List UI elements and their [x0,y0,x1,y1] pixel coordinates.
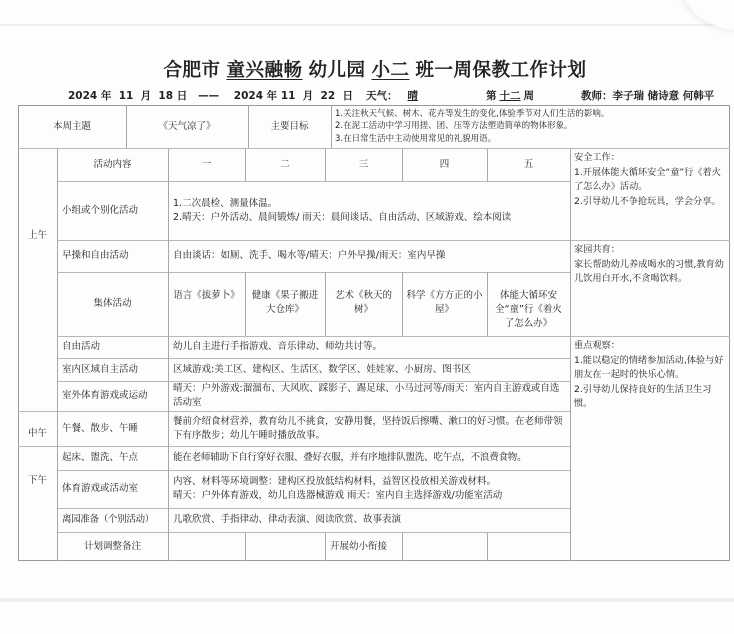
title-class-suffix: 班一周保教工作计划 [415,60,587,81]
week-prefix: 第 [486,90,497,102]
teachers-names: 李子瑞 储诗意 何韩平 [612,90,715,102]
period-afternoon: 下午 [27,475,47,486]
remarks-wednesday: 开展幼小衔接 [330,540,388,552]
period-morning: 上午 [27,229,47,241]
goals-label: 主要目标 [270,120,309,132]
week-suffix: 周 [523,90,534,102]
title-school-suffix: 幼儿园 [308,60,366,81]
goals-list [331,105,730,148]
leaving-content: 儿歌欣赏、手指律动、律动表演、阅读欣赏、故事表演 [173,514,402,525]
title-city: 合肥市 [163,60,221,81]
group-activity-thursday: 科学《方方正的小屋》 [406,290,483,315]
remarks-monday [168,532,245,561]
row-label-morning-exercise: 早操和自由活动 [62,250,129,261]
teachers-label: 教师： [581,90,613,102]
group-activity-tuesday: 健康《果子搬进大仓库》 [251,290,319,315]
free-activity-content: 幼儿自主进行手指游戏、音乐律动、师幼共讨等。 [173,341,383,352]
bottom-divider [0,598,734,602]
week [486,88,534,103]
page-title [0,56,734,82]
remarks-tuesday [245,532,325,561]
group-activity-friday: 体能大循环安全“童”行《着火了怎么办》 [495,290,562,329]
row-label-group-activity: 集体活动 [93,298,132,309]
date-range: 2024 年 11 月 18 日 —— 2024 年 11 月 22 日 [68,90,353,102]
safety-notes: 安全工作： 1.开展体能大循环安全“童”行《着火了怎么办》活动。 2.引导幼儿不争抢玩具，学会分享。 [574,152,721,207]
day-monday: 一 [201,158,212,170]
title-school: 童兴融畅 [226,60,303,81]
period-noon: 中午 [27,427,47,439]
theme-value: 《天气凉了》 [158,120,216,132]
weather-label: 天气： [366,90,398,102]
row-label-small-group: 小组或个别化活动 [62,204,139,216]
week-value: 十二 [499,90,521,102]
row-label-remarks: 计划调整备注 [83,540,141,552]
outdoor-sports-content: 晴天：户外游戏:溜溜布、大风吹、踩影子、踢足球、小马过河等/雨天：室内自主游戏或自选活动室 [173,383,560,408]
row-label-wake-up: 起床、盥洗、午点 [62,452,139,463]
home-cooperation-notes: 家园共育： 家长帮助幼儿养成喝水的习惯,教育幼儿饮用白开水,不贪喝饮料。 [574,244,724,284]
group-activity-wednesday: 艺术《秋天的树》 [334,290,392,315]
focus-observation-notes: 重点观察： 1.能以稳定的情绪参加活动,体验与好朋友在一起时的快乐心情。 2.引导幼儿保持良好的生活卫生习惯。 [574,340,724,409]
teachers [581,88,714,103]
remarks-thursday [402,532,487,561]
morning-exercise-content: 自由谈话：如厕、洗手、喝水等/晴天：户外早操/雨天：室内早操 [173,250,446,261]
lunch-content: 餐前介绍食材营养，教育幼儿不挑食，安静用餐，坚持饭后擦嘴、漱口的好习惯。在老师带领下有序散步；幼儿午睡时播放故事。 [173,415,563,441]
row-label-indoor-area: 室内区域自主活动 [62,363,139,375]
row-label-leaving: 离园准备（个别活动） [62,514,155,525]
goal-item: 1.关注秋天气候、树木、花卉等发生的变化,体验季节对人们生活的影响。 [335,108,610,119]
title-class: 小二 [371,60,410,81]
day-thursday: 四 [439,158,450,170]
theme-label: 本周主题 [52,120,91,132]
wake-up-content: 能在老师辅助下自行穿好衣服、叠好衣服，并有序地排队盥洗、吃午点，不浪费食物。 [173,452,527,463]
day-tuesday: 二 [280,158,290,170]
day-wednesday: 三 [358,158,369,170]
row-label-pe-games: 体育游戏或活动室 [62,483,139,494]
top-divider [0,24,734,26]
goal-item: 3.在日常生活中主动使用常见的礼貌用语。 [335,133,497,144]
row-label-free-activity: 自由活动 [62,341,101,352]
remarks-friday [487,532,570,561]
indoor-area-content: 区域游戏:美工区、建构区、生活区、数学区、娃娃家、小厨房、图书区 [173,363,471,375]
goal-item: 2.在泥工活动中学习用搓、团、压等方法塑造简单的物体形象。 [335,121,573,132]
weather [366,88,428,103]
weather-value: 晴 [407,90,418,102]
row-label-lunch: 午餐、散步、午睡 [62,422,139,434]
day-friday: 五 [523,158,534,170]
row-label-outdoor-sports: 室外体育游戏或运动 [62,390,148,401]
group-activity-monday: 语言《拔萝卜》 [173,290,240,301]
small-group-content: 1.二次晨检、测量体温。 2.晴天：户外活动、晨间锻炼/ 雨天：晨间谈话、自由活动、区域游戏、绘本阅读 [173,197,512,223]
activity-content-label: 活动内容 [93,158,132,170]
pe-games-content: 内容、材料等环境调整：建构区投放低结构材料，益智区投放相关游戏材料。 晴天：户外体育游戏，幼儿自选器械游戏 雨天：室内自主选择游戏/功能室活动 [173,476,503,501]
